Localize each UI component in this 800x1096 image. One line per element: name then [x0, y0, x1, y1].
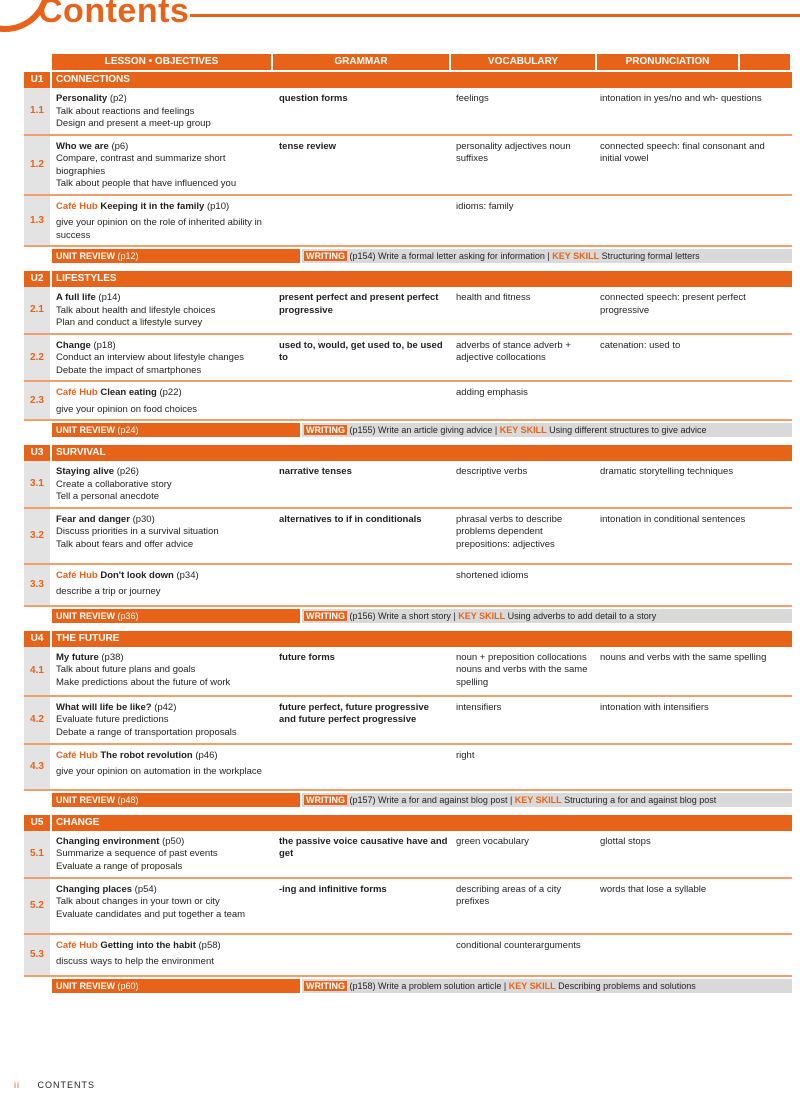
lesson-number: 4.1 [24, 647, 50, 695]
lesson-objectives-cell [52, 335, 275, 381]
lesson-objectives-cell [52, 697, 275, 743]
unit-title: THE FUTURE [52, 631, 792, 647]
lesson-objective: Evaluate candidates and put together a team [56, 908, 246, 920]
grammar-cell [275, 382, 452, 419]
writing-cell [302, 609, 792, 623]
unit-review-label: UNIT REVIEW [56, 980, 116, 991]
lesson-row [24, 461, 792, 509]
pronunciation-cell [596, 935, 792, 975]
grammar-cell: question forms [279, 93, 348, 104]
lesson-objectives-cell [52, 831, 275, 877]
unit-spacer [24, 625, 792, 629]
header-vocabulary: VOCABULARY [451, 54, 595, 70]
pronunciation-cell: intonation in conditional sentences [600, 513, 746, 525]
lesson-row [24, 509, 792, 565]
lesson-objectives-cell [52, 136, 275, 194]
lesson-objective: Evaluate a range of proposals [56, 860, 183, 872]
pronunciation-cell [596, 565, 792, 605]
header-extra [740, 54, 790, 70]
key-skill-tag: KEY SKILL [458, 610, 506, 621]
pronunciation-cell: intonation in yes/no and wh- questions [600, 93, 762, 104]
lesson-number: 5.1 [24, 831, 50, 877]
lesson-objective: Tell a personal anecdote [56, 491, 159, 502]
unit-review-bar [24, 249, 792, 263]
lesson-objective: Compare, contrast and summarize short biographies [56, 153, 226, 177]
lesson-page: (p34) [176, 569, 199, 581]
lesson-row [24, 88, 792, 136]
lesson-number: 1.1 [24, 88, 50, 134]
key-skill-text: Structuring formal letters [601, 251, 700, 261]
lesson-row [24, 935, 792, 977]
lesson-objectives-cell [52, 196, 275, 246]
pronunciation-cell [596, 745, 792, 789]
pronunciation-cell: connected speech: final consonant and initial vowel [600, 140, 765, 164]
lesson-title: A full life [56, 292, 96, 303]
cafe-hub-label: Café Hub [56, 749, 98, 761]
unit-review-page: (p60) [117, 980, 139, 991]
footer-label: CONTENTS [37, 1080, 96, 1090]
lesson-title: My future [56, 651, 99, 663]
lesson-row [24, 565, 792, 607]
unit-review-label: UNIT REVIEW [56, 251, 116, 261]
unit-review-cell [52, 609, 300, 623]
lesson-objective: Talk about future plans and goals [56, 664, 196, 675]
grammar-cell [275, 745, 452, 789]
writing-cell [302, 979, 792, 993]
lesson-row [24, 879, 792, 935]
unit-header [24, 72, 792, 88]
writing-tag: WRITING [306, 425, 345, 435]
lesson-title: Getting into the habit [100, 939, 196, 951]
vocabulary-cell: shortened idioms [456, 569, 529, 581]
lesson-objective: Conduct an interview about lifestyle changes [56, 352, 245, 363]
grammar-cell [275, 196, 452, 246]
lesson-page: (p2) [109, 93, 127, 104]
lesson-objective: describe a trip or journey [56, 586, 161, 597]
grammar-cell: -ing and infinitive forms [279, 883, 387, 895]
unit-review-bar [24, 609, 792, 623]
lesson-objectives-cell [52, 935, 275, 975]
writing-tag: WRITING [306, 610, 345, 621]
writing-text: (p156) Write a short story | [349, 610, 456, 621]
writing-text: (p155) Write an article giving advice | [349, 425, 498, 435]
vocabulary-cell: noun + preposition collocations nouns and verbs with the same spelling [456, 651, 588, 688]
lesson-title: The robot revolution [100, 749, 193, 761]
lesson-number: 2.3 [24, 382, 50, 419]
vocabulary-cell: adverbs of stance adverb + adjective collocations [456, 339, 571, 363]
lesson-number: 5.3 [24, 935, 50, 975]
lesson-page: (p26) [116, 466, 139, 477]
unit-code: U2 [24, 271, 50, 287]
page-footer [14, 1080, 95, 1090]
lesson-row [24, 136, 792, 196]
vocabulary-cell: adding emphasis [456, 387, 528, 398]
pronunciation-cell: intonation with intensifiers [600, 701, 709, 713]
lesson-objective: give your opinion on food choices [56, 403, 198, 415]
header-grammar: GRAMMAR [273, 54, 449, 70]
lesson-objectives-cell [52, 879, 275, 933]
title-rule [190, 14, 800, 17]
pronunciation-cell [596, 196, 792, 246]
lesson-page: (p42) [154, 701, 177, 713]
grammar-cell [275, 565, 452, 605]
lesson-objective: Talk about fears and offer advice [56, 538, 194, 550]
lesson-number: 2.1 [24, 287, 50, 333]
grammar-cell: alternatives to if in conditionals [279, 513, 422, 525]
unit-review-cell [52, 423, 300, 437]
contents-table [24, 54, 792, 995]
unit-title: LIFESTYLES [52, 271, 792, 287]
lesson-page: (p54) [134, 883, 157, 895]
lesson-page: (p10) [206, 200, 230, 212]
vocabulary-cell: personality adjectives noun suffixes [456, 140, 571, 164]
header-lesson-objectives: LESSON • OBJECTIVES [52, 54, 271, 70]
lesson-title: Don't look down [100, 569, 174, 581]
grammar-cell: present perfect and present perfect progressive [279, 292, 439, 316]
lesson-objectives-cell [52, 382, 275, 419]
lesson-objective: discuss ways to help the environment [56, 956, 214, 967]
lesson-row [24, 745, 792, 791]
key-skill-text: Structuring a for and against blog post [564, 794, 717, 805]
lesson-row [24, 287, 792, 335]
lesson-objectives-cell [52, 287, 275, 333]
vocabulary-cell: describing areas of a city prefixes [456, 883, 562, 907]
unit-code: U3 [24, 445, 50, 461]
lesson-objectives-cell [52, 88, 275, 134]
pronunciation-cell: dramatic storytelling techniques [600, 466, 734, 477]
unit-spacer [24, 809, 792, 813]
lesson-row [24, 335, 792, 383]
lesson-title: What will life be like? [56, 701, 152, 713]
lesson-page: (p30) [132, 513, 155, 525]
pronunciation-cell: connected speech: present perfect progressive [600, 292, 746, 316]
lesson-page: (p46) [195, 749, 218, 761]
pronunciation-cell [596, 382, 792, 419]
pronunciation-cell: glottal stops [600, 835, 651, 847]
unit-review-label: UNIT REVIEW [56, 425, 116, 435]
lesson-row [24, 697, 792, 745]
vocabulary-cell: descriptive verbs [456, 466, 528, 477]
writing-text: (p154) Write a formal letter asking for information | [349, 251, 550, 261]
writing-tag: WRITING [306, 980, 345, 991]
lesson-objective: Talk about people that have influenced you [56, 178, 237, 189]
cafe-hub-label: Café Hub [56, 200, 98, 212]
lesson-objective: Discuss priorities in a survival situation [56, 526, 219, 537]
writing-text: (p157) Write a for and against blog post | [349, 794, 513, 805]
key-skill-tag: KEY SKILL [508, 980, 556, 991]
unit-code: U1 [24, 72, 50, 88]
lesson-objectives-cell [52, 461, 275, 507]
unit-spacer [24, 265, 792, 269]
unit-code: U4 [24, 631, 50, 647]
unit-header [24, 271, 792, 287]
vocabulary-cell: idioms: family [456, 200, 514, 212]
lesson-objectives-cell [52, 565, 275, 605]
lesson-number: 4.2 [24, 697, 50, 743]
key-skill-text: Using different structures to give advice [549, 425, 707, 435]
lesson-page: (p50) [162, 835, 185, 847]
lesson-title: Personality [56, 93, 108, 104]
lesson-page: (p6) [111, 140, 129, 152]
page-title: Contents [38, 0, 190, 30]
vocabulary-cell: phrasal verbs to describe problems dependent prepositions: adjectives [456, 513, 563, 550]
unit-review-cell [52, 793, 300, 807]
lesson-objective: Debate a range of transportation proposals [56, 726, 237, 738]
key-skill-tag: KEY SKILL [552, 251, 600, 261]
title-bar [0, 0, 800, 32]
lesson-objective: Design and present a meet-up group [56, 118, 211, 129]
lesson-title: Changing places [56, 883, 133, 895]
lesson-page: (p58) [198, 939, 221, 951]
lesson-number: 1.2 [24, 136, 50, 194]
lesson-objectives-cell [52, 647, 275, 695]
unit-review-cell [52, 979, 300, 993]
vocabulary-cell: right [456, 749, 475, 761]
lesson-title: Changing environment [56, 835, 160, 847]
lesson-objective: Evaluate future predictions [56, 714, 169, 725]
lesson-title: Fear and danger [56, 513, 130, 525]
pronunciation-cell: nouns and verbs with the same spelling [600, 651, 767, 663]
lesson-title: Keeping it in the family [100, 200, 205, 212]
lesson-number: 2.2 [24, 335, 50, 381]
grammar-cell: tense review [279, 140, 337, 152]
lesson-title: Clean eating [100, 387, 157, 398]
lesson-objective: Make predictions about the future of work [56, 676, 231, 688]
unit-header [24, 815, 792, 831]
writing-text: (p158) Write a problem solution article | [349, 980, 507, 991]
key-skill-tag: KEY SKILL [499, 425, 547, 435]
writing-cell [302, 793, 792, 807]
lesson-objective: Summarize a sequence of past events [56, 848, 218, 859]
lesson-objective: give your opinion on automation in the workplace [56, 766, 262, 777]
column-headers [52, 54, 792, 70]
pronunciation-cell: words that lose a syllable [600, 883, 707, 895]
grammar-cell: future forms [279, 651, 335, 663]
lesson-row [24, 647, 792, 697]
writing-cell [302, 423, 792, 437]
unit-review-label: UNIT REVIEW [56, 794, 116, 805]
unit-spacer [24, 439, 792, 443]
lesson-number: 3.3 [24, 565, 50, 605]
lesson-objectives-cell [52, 509, 275, 563]
vocabulary-cell: intensifiers [456, 701, 502, 713]
grammar-cell: narrative tenses [279, 466, 352, 477]
unit-review-bar [24, 423, 792, 437]
pronunciation-cell: catenation: used to [600, 339, 681, 351]
unit-code: U5 [24, 815, 50, 831]
lesson-row [24, 382, 792, 421]
unit-title: CHANGE [52, 815, 792, 831]
writing-tag: WRITING [306, 794, 345, 805]
lesson-number: 3.1 [24, 461, 50, 507]
vocabulary-cell: health and fitness [456, 292, 531, 303]
grammar-cell [275, 935, 452, 975]
lesson-page: (p18) [93, 339, 116, 351]
vocabulary-cell: feelings [456, 93, 489, 104]
lesson-row [24, 196, 792, 248]
lesson-number: 3.2 [24, 509, 50, 563]
unit-header [24, 445, 792, 461]
vocabulary-cell: conditional counterarguments [456, 939, 581, 951]
grammar-cell: future perfect, future progressive and future perfect progressive [279, 701, 429, 725]
lesson-page: (p14) [98, 292, 121, 303]
unit-review-label: UNIT REVIEW [56, 610, 116, 621]
unit-review-cell [52, 249, 300, 263]
lesson-title: Who we are [56, 140, 109, 152]
writing-cell [302, 249, 792, 263]
lesson-title: Change [56, 339, 91, 351]
lesson-row [24, 831, 792, 879]
lesson-objective: Debate the impact of smartphones [56, 364, 202, 376]
lesson-objective: Talk about changes in your town or city [56, 896, 220, 907]
writing-tag: WRITING [306, 251, 345, 261]
cafe-hub-label: Café Hub [56, 569, 98, 581]
unit-title: SURVIVAL [52, 445, 792, 461]
key-skill-text: Using adverbs to add detail to a story [507, 610, 657, 621]
header-pronunciation: PRONUNCIATION [597, 54, 738, 70]
unit-review-page: (p48) [117, 794, 139, 805]
unit-title: CONNECTIONS [52, 72, 792, 88]
unit-review-page: (p24) [117, 425, 139, 435]
lesson-title: Staying alive [56, 466, 115, 477]
lesson-number: 4.3 [24, 745, 50, 789]
grammar-cell: the passive voice causative have and get [279, 835, 448, 859]
vocabulary-cell: green vocabulary [456, 835, 529, 847]
lesson-objective: Talk about health and lifestyle choices [56, 304, 216, 316]
lesson-number: 1.3 [24, 196, 50, 246]
lesson-objectives-cell [52, 745, 275, 789]
unit-header [24, 631, 792, 647]
grammar-cell: used to, would, get used to, be used to [279, 339, 443, 363]
lesson-page: (p22) [159, 387, 182, 398]
unit-review-page: (p36) [117, 610, 139, 621]
unit-review-bar [24, 979, 792, 993]
cafe-hub-label: Café Hub [56, 939, 98, 951]
footer-page-number: ii [14, 1080, 20, 1090]
lesson-page: (p38) [101, 651, 124, 663]
lesson-number: 5.2 [24, 879, 50, 933]
key-skill-text: Describing problems and solutions [558, 980, 696, 991]
lesson-objective: give your opinion on the role of inherited ability in success [56, 217, 262, 241]
unit-review-page: (p12) [117, 251, 139, 261]
lesson-objective: Plan and conduct a lifestyle survey [56, 317, 203, 328]
lesson-objective: Talk about reactions and feelings [56, 105, 195, 117]
key-skill-tag: KEY SKILL [514, 794, 562, 805]
lesson-objective: Create a collaborative story [56, 478, 172, 490]
unit-review-bar [24, 793, 792, 807]
cafe-hub-label: Café Hub [56, 387, 98, 398]
